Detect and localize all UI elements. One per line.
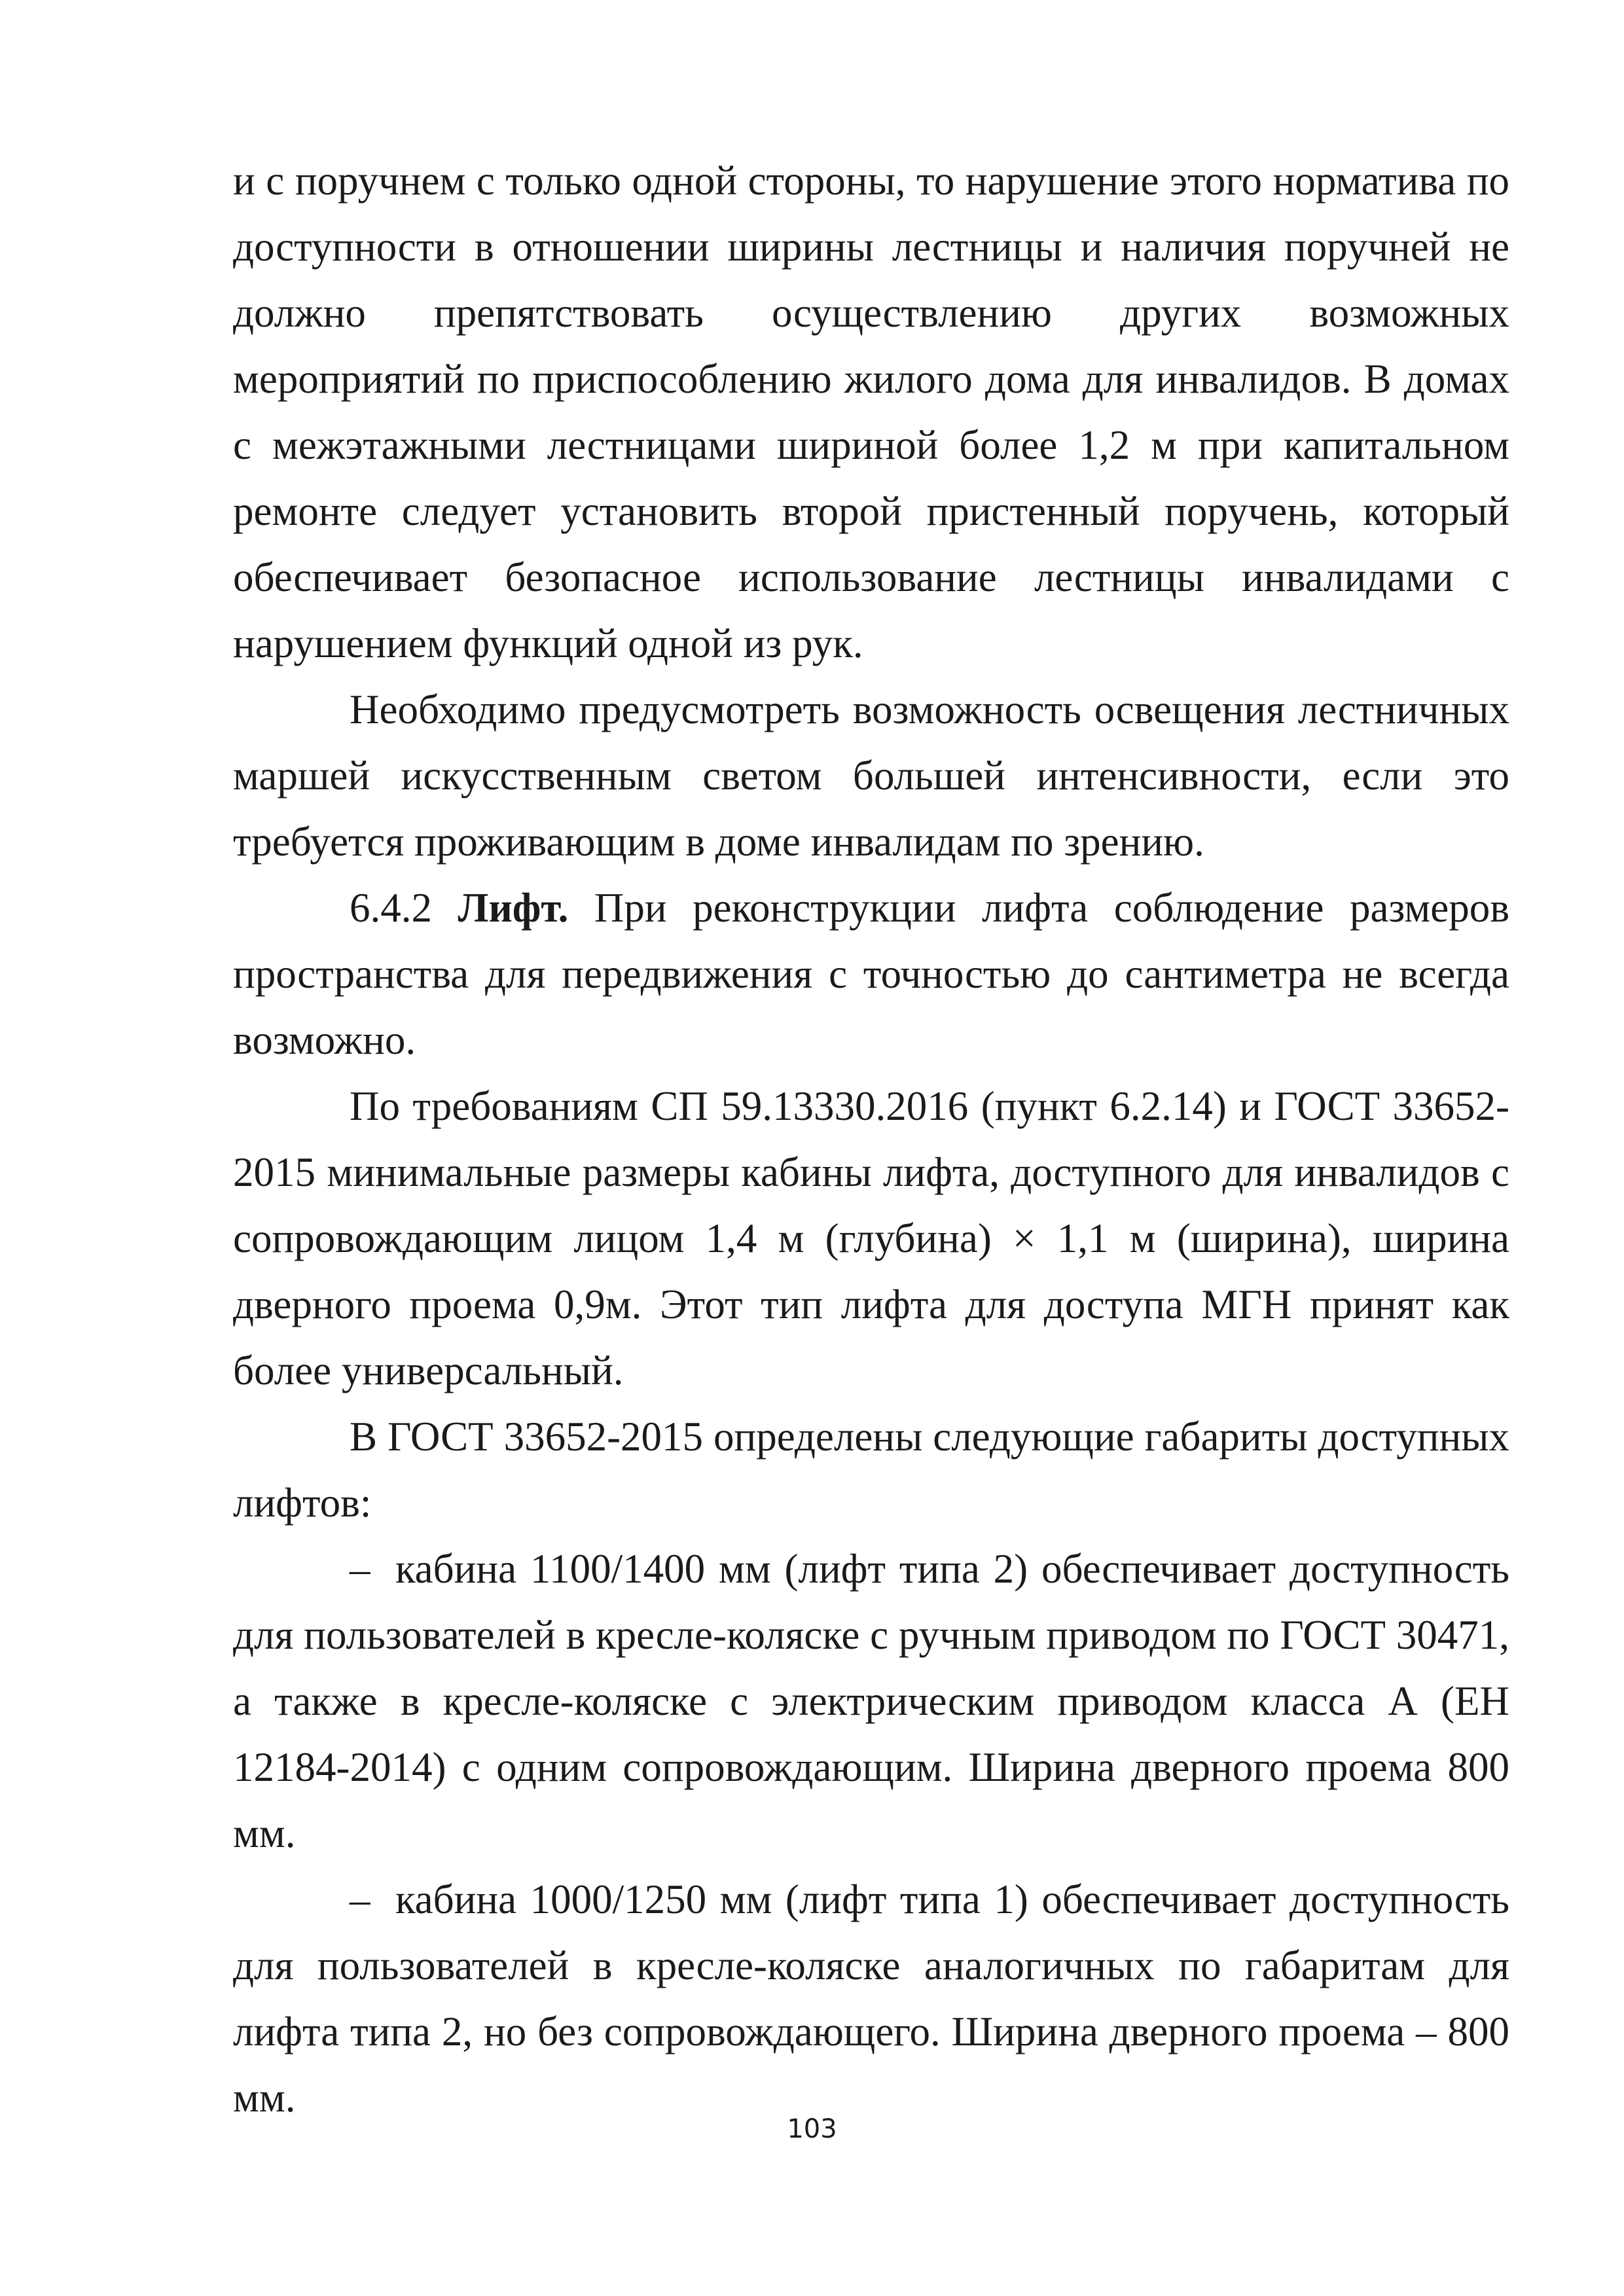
paragraph-lift-dimensions-intro: В ГОСТ 33652-2015 определены следующие габариты доступных лифтов: [233,1414,1509,1526]
list-item [233,1867,1509,2131]
list-item [233,1536,1509,1867]
paragraph-lift-section [233,875,1509,1073]
section-intro-text: При реконструкции лифта соблюдение размеров пространства для передвижения с точностью до сантиметра не всегда возможно. [233,885,1509,1063]
section-number: 6.4.2 [350,885,432,931]
list-item-text: кабина 1000/1250 мм (лифт типа 1) обеспечивает доступность для пользователей в кресле-коляске аналогичных по габаритам для лифта типа 2, но без сопровождающего. Ширина дверного проема – 800 мм. [233,1876,1509,2121]
paragraph-stair-lighting: Необходимо предусмотреть возможность освещения лестничных маршей искусственным светом большей интенсивности, если это требуется проживающим в доме инвалидам по зрению. [233,687,1509,865]
list-dash: – [350,1546,370,1592]
section-heading: Лифт. [458,885,569,931]
page-number: 103 [787,2114,837,2144]
list-item-text: кабина 1100/1400 мм (лифт типа 2) обеспечивает доступность для пользователей в кресле-коляске с ручным приводом по ГОСТ 30471, а также в кресле-коляске с электрическим приводом класса А (ЕН 12184-2014) с одним сопровождающим. Ширина дверного проема 800 мм. [233,1546,1509,1856]
page-body [233,148,1509,2131]
paragraph-lift-requirements: По требованиям СП 59.13330.2016 (пункт 6.2.14) и ГОСТ 33652-2015 минимальные размеры кабины лифта, доступного для инвалидов с сопровождающим лицом 1,4 м (глубина) × 1,1 м (ширина), ширина дверного проема 0,9м. Этот тип лифта для доступа МГН принят как более универсальный. [233,1083,1509,1393]
paragraph-stairs-handrails: и с поручнем с только одной стороны, то нарушение этого норматива по доступности в отношении ширины лестницы и наличия поручней не должно препятствовать осуществлению других возможных мероприятий по приспособлению жилого дома для инвалидов. В домах с межэтажными лестницами шириной более 1,2 м при капитальном ремонте следует установить второй пристенный поручень, который обеспечивает безопасное использование лестницы инвалидами с нарушением функций одной из рук. [233,158,1509,666]
list-dash: – [350,1876,370,1922]
